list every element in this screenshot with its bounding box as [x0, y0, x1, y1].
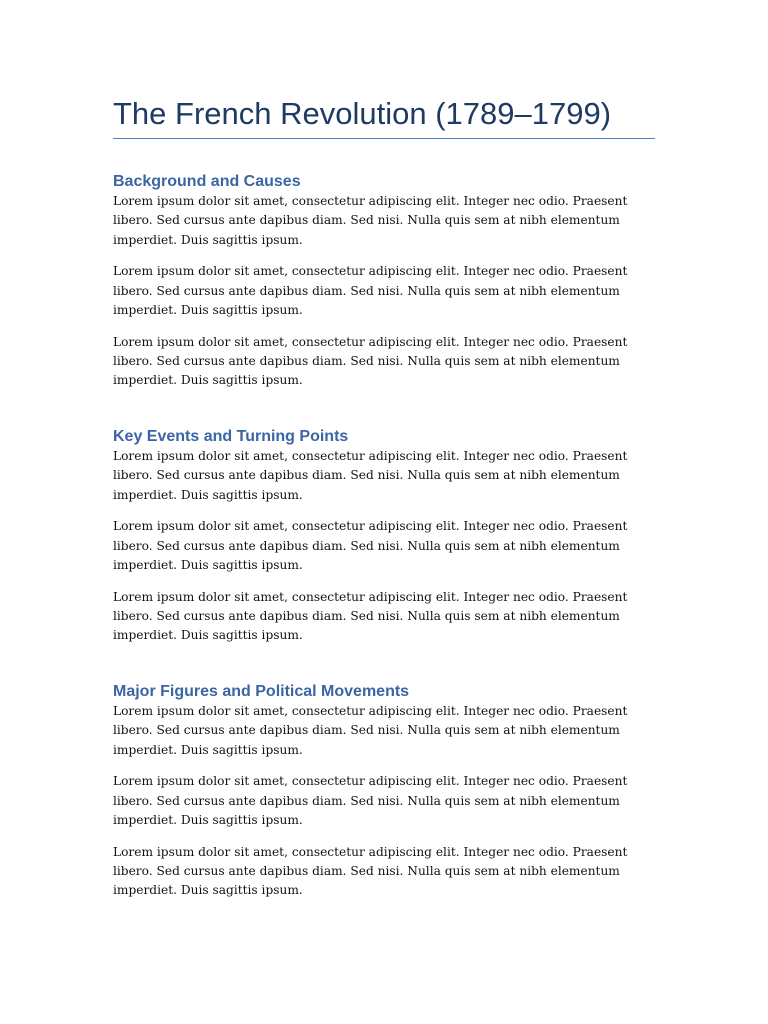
paragraph: Lorem ipsum dolor sit amet, consectetur adipiscing elit. Integer nec odio. Praesent libero. Sed cursus ante dapibus diam. Sed nisi. Nulla quis sem at nibh elementum imperdiet. Duis sagittis ipsum. [113, 264, 628, 317]
paragraph: Lorem ipsum dolor sit amet, consectetur adipiscing elit. Integer nec odio. Praesent libero. Sed cursus ante dapibus diam. Sed nisi. Nulla quis sem at nibh elementum imperdiet. Duis sagittis ipsum. [113, 704, 628, 757]
document-page [113, 0, 655, 898]
paragraph: Lorem ipsum dolor sit amet, consectetur adipiscing elit. Integer nec odio. Praesent libero. Sed cursus ante dapibus diam. Sed nisi. Nulla quis sem at nibh elementum imperdiet. Duis sagittis ipsum. [113, 194, 628, 247]
section-background-and-causes [113, 172, 655, 391]
section-heading: Major Figures and Political Movements [113, 683, 410, 700]
paragraph: Lorem ipsum dolor sit amet, consectetur adipiscing elit. Integer nec odio. Praesent libero. Sed cursus ante dapibus diam. Sed nisi. Nulla quis sem at nibh elementum imperdiet. Duis sagittis ipsum. [113, 589, 628, 643]
section-key-events [113, 427, 655, 646]
section-major-figures [113, 682, 655, 901]
paragraph: Lorem ipsum dolor sit amet, consectetur adipiscing elit. Integer nec odio. Praesent libero. Sed cursus ante dapibus diam. Sed nisi. Nulla quis sem at nibh elementum imperdiet. Duis sagittis ipsum. [113, 334, 628, 388]
paragraph: Lorem ipsum dolor sit amet, consectetur adipiscing elit. Integer nec odio. Praesent libero. Sed cursus ante dapibus diam. Sed nisi. Nulla quis sem at nibh elementum imperdiet. Duis sagittis ipsum. [113, 844, 628, 898]
document-title: The French Revolution (1789–1799) [113, 96, 612, 131]
paragraph: Lorem ipsum dolor sit amet, consectetur adipiscing elit. Integer nec odio. Praesent libero. Sed cursus ante dapibus diam. Sed nisi. Nulla quis sem at nibh elementum imperdiet. Duis sagittis ipsum. [113, 519, 628, 572]
section-heading: Background and Causes [113, 173, 301, 190]
paragraph: Lorem ipsum dolor sit amet, consectetur adipiscing elit. Integer nec odio. Praesent libero. Sed cursus ante dapibus diam. Sed nisi. Nulla quis sem at nibh elementum imperdiet. Duis sagittis ipsum. [113, 774, 628, 827]
title-divider [113, 138, 655, 139]
paragraph: Lorem ipsum dolor sit amet, consectetur adipiscing elit. Integer nec odio. Praesent libero. Sed cursus ante dapibus diam. Sed nisi. Nulla quis sem at nibh elementum imperdiet. Duis sagittis ipsum. [113, 449, 628, 502]
section-heading: Key Events and Turning Points [113, 428, 349, 445]
